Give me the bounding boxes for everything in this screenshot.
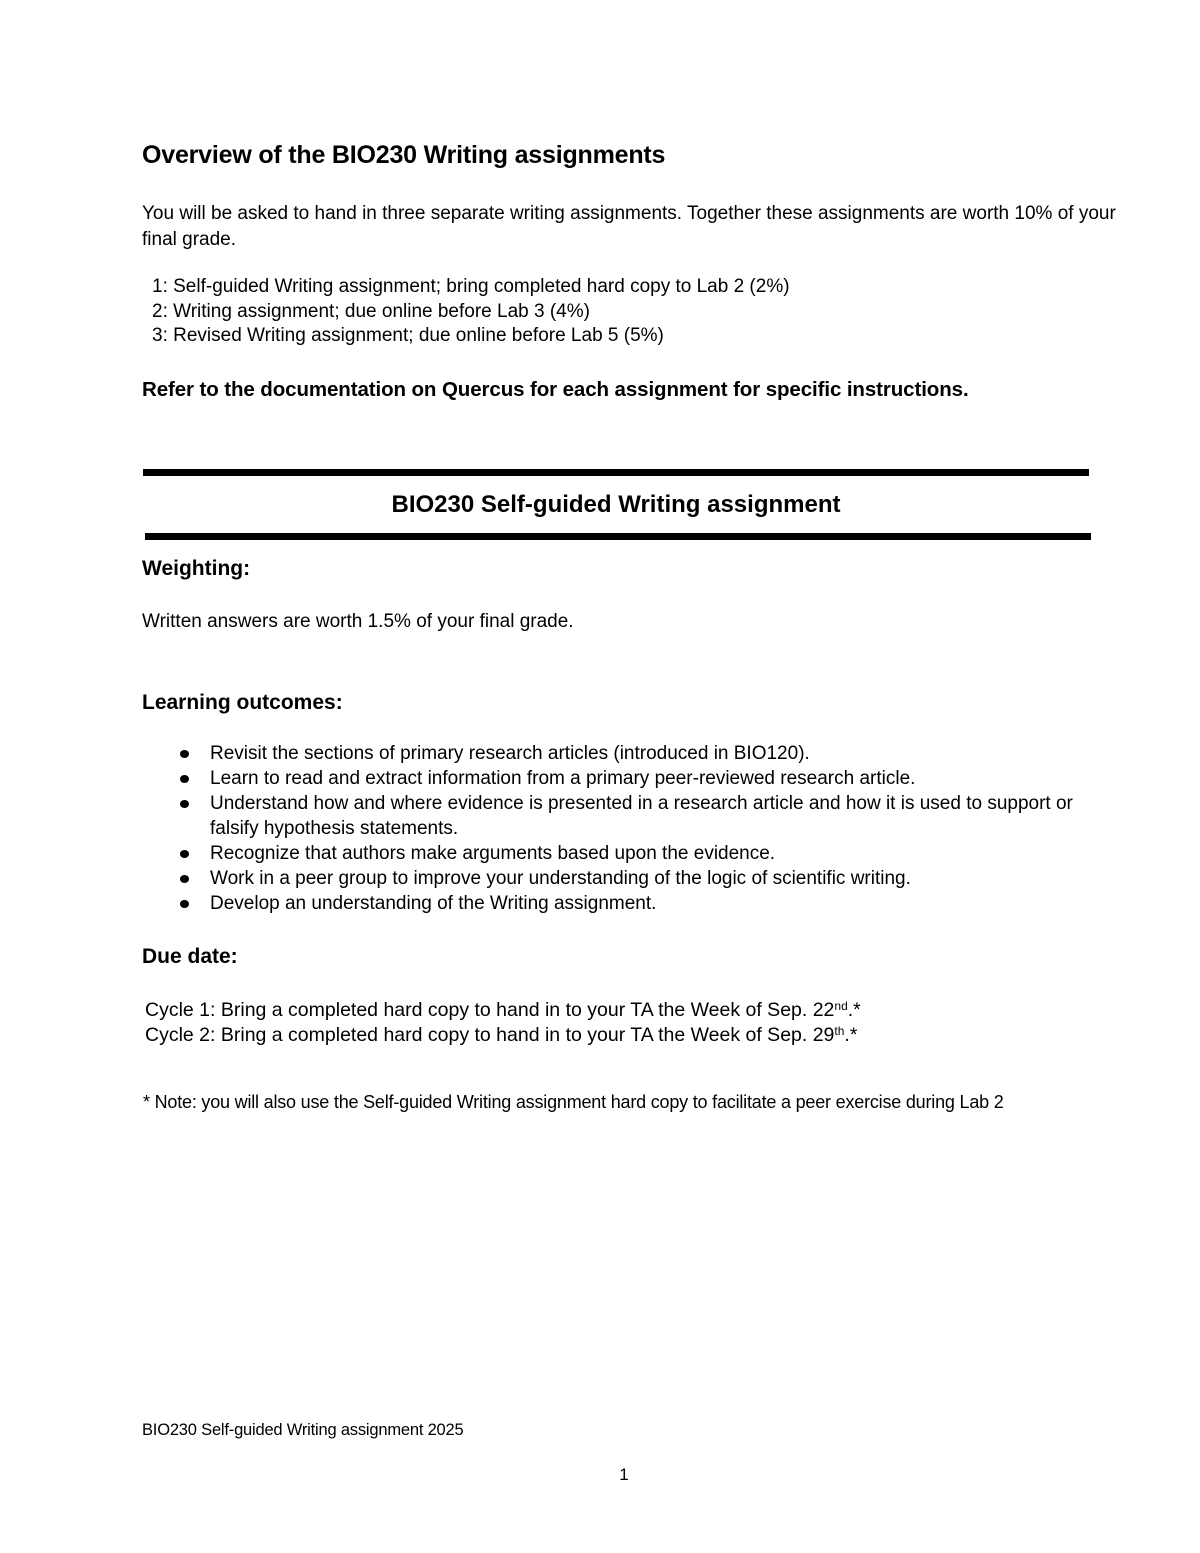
list-item-text: Learn to read and extract information from a primary peer-reviewed research article. [210,768,916,789]
section-title: BIO230 Self-guided Writing assignment [391,491,841,518]
list-item-text: Work in a peer group to improve your understanding of the logic of scientific writing. [210,868,911,889]
bullet-icon [180,900,189,908]
bullet-icon [180,850,189,858]
list-item [180,841,1100,866]
list-item [180,766,1100,791]
overview-title: Overview of the BIO230 Writing assignments [142,141,666,169]
refer-note: Refer to the documentation on Quercus for each assignment for specific instructions. [142,378,969,401]
list-item [180,866,1100,891]
weighting-heading: Weighting: [142,557,251,580]
list-item-text: Recognize that authors make arguments based upon the evidence. [210,843,776,864]
section-divider-bottom [145,533,1091,540]
section-divider-top [143,469,1089,476]
list-item-text: Understand how and where evidence is presented in a research article and how it is used to support or falsify hypothesis statements. [210,793,1073,839]
bullet-icon [180,875,189,883]
bullet-icon [180,775,189,783]
list-item [180,791,1100,841]
cycle-line: Cycle 1: Bring a completed hard copy to hand in to your TA the Week of Sep. 22nd.* [145,999,861,1021]
assignment-item: 2: Writing assignment; due online before Lab 3 (4%) [152,300,590,322]
list-item-text: Develop an understanding of the Writing assignment. [210,893,657,914]
page-number: 1 [619,1465,629,1484]
assignment-list [152,275,790,349]
cycle-line: Cycle 2: Bring a completed hard copy to hand in to your TA the Week of Sep. 29th.* [145,1024,858,1046]
due-date-cycles [145,998,861,1048]
overview-intro: You will be asked to hand in three separate writing assignments. Together these assignments are worth 10% of your final grade. [142,203,1116,250]
due-date-heading: Due date: [142,945,238,968]
page-footer: BIO230 Self-guided Writing assignment 2025 [142,1421,464,1439]
assignment-item: 1: Self-guided Writing assignment; bring completed hard copy to Lab 2 (2%) [152,276,790,297]
list-item-text: Revisit the sections of primary research articles (introduced in BIO120). [210,743,810,764]
learning-outcomes-heading: Learning outcomes: [142,691,343,714]
peer-exercise-note: * Note: you will also use the Self-guided Writing assignment hard copy to facilitate a peer exercise during Lab 2 [143,1092,1004,1112]
weighting-text: Written answers are worth 1.5% of your final grade. [142,611,574,632]
bullet-icon [180,750,189,758]
list-item [180,891,1100,916]
learning-outcomes-list [180,741,1100,916]
bullet-icon [180,800,189,808]
assignment-item: 3: Revised Writing assignment; due online before Lab 5 (5%) [152,325,664,346]
list-item [180,741,1100,766]
